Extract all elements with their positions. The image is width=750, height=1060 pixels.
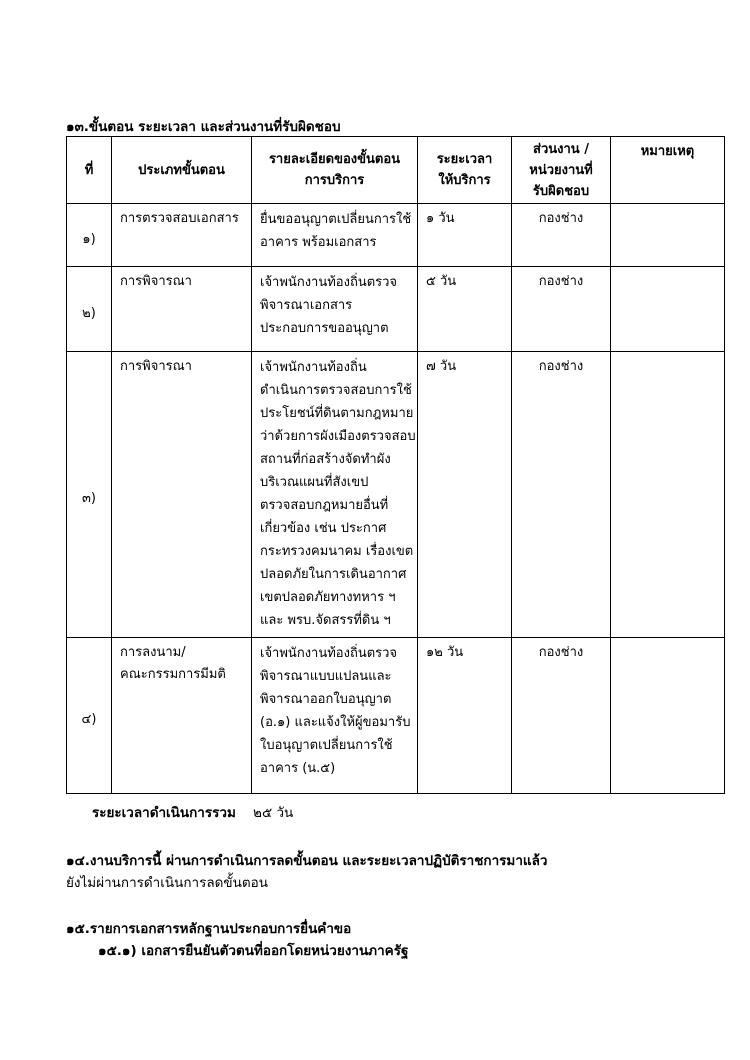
total-duration-label: ระยะเวลาดำเนินการรวม xyxy=(92,805,236,821)
row-service-time: ๑๒ วัน xyxy=(418,638,512,794)
section-14-note: ยังไม่ผ่านการดำเนินการลดขั้นตอน xyxy=(66,875,268,891)
row-number: ๒) xyxy=(67,267,112,352)
table-row xyxy=(67,638,725,794)
section-14-title: ๑๔.งานบริการนี้ ผ่านการดำเนินการลดขั้นตอน และระยะเวลาปฏิบัติราชการมาแล้ว xyxy=(66,853,548,869)
row-step-detail: ยื่นขออนุญาตเปลี่ยนการใช้ อาคาร พร้อมเอกสาร xyxy=(252,204,418,267)
header-remark: หมายเหตุ xyxy=(611,137,725,204)
steps-table xyxy=(66,136,725,794)
row-responsible-unit: กองช่าง xyxy=(512,638,611,794)
table-row xyxy=(67,267,725,352)
section-15-1-title: ๑๕.๑) เอกสารยืนยันตัวตนที่ออกโดยหน่วยงานภาครัฐ xyxy=(98,943,409,959)
row-number: ๑) xyxy=(67,204,112,267)
total-duration-value: ๒๕ วัน xyxy=(253,805,294,821)
row-number: ๓) xyxy=(67,352,112,638)
header-no: ที่ xyxy=(67,137,112,204)
row-step-type: การตรวจสอบเอกสาร xyxy=(112,204,252,267)
header-step-detail: รายละเอียดของขั้นตอน การบริการ xyxy=(252,137,418,204)
total-duration xyxy=(92,804,293,822)
section-15-title: ๑๕.รายการเอกสารหลักฐานประกอบการยื่นคำขอ xyxy=(66,921,352,937)
row-remark xyxy=(611,267,725,352)
header-step-type: ประเภทขั้นตอน xyxy=(112,137,252,204)
row-step-detail: เจ้าพนักงานท้องถิ่น ดำเนินการตรวจสอบการใช้ ประโยชน์ที่ดินตามกฎหมาย ว่าด้วยการผังเมืองตรวจสอบ สถานที่ก่อสร้างจัดทำผัง บริเวณแผนที่สังเขป ตรวจสอบกฎหมายอื่นที่ เกี่ยวข้อง เช่น ประกาศ กระทรวงคมนาคม เรื่องเขต ปลอดภัยในการเดินอากาศ เขตปลอดภัยทางทหาร ฯ และ พรบ.จัดสรรที่ดิน ฯ xyxy=(252,352,418,638)
row-number: ๔) xyxy=(67,638,112,794)
row-step-type: การพิจารณา xyxy=(112,267,252,352)
row-service-time: ๑ วัน xyxy=(418,204,512,267)
section-13-title: ๑๓.ขั้นตอน ระยะเวลา และส่วนงานที่รับผิดชอบ xyxy=(66,119,341,135)
table-row xyxy=(67,352,725,638)
row-remark xyxy=(611,638,725,794)
row-step-detail: เจ้าพนักงานท้องถิ่นตรวจ พิจารณาเอกสาร ประกอบการขออนุญาต xyxy=(252,267,418,352)
header-service-time: ระยะเวลา ให้บริการ xyxy=(418,137,512,204)
table-row xyxy=(67,204,725,267)
row-step-type: การพิจารณา xyxy=(112,352,252,638)
row-responsible-unit: กองช่าง xyxy=(512,267,611,352)
row-remark xyxy=(611,352,725,638)
row-remark xyxy=(611,204,725,267)
table-header-row xyxy=(67,137,725,204)
row-responsible-unit: กองช่าง xyxy=(512,352,611,638)
row-responsible-unit: กองช่าง xyxy=(512,204,611,267)
row-service-time: ๕ วัน xyxy=(418,267,512,352)
row-step-detail: เจ้าพนักงานท้องถิ่นตรวจ พิจารณาแบบแปลนและ พิจารณาออกใบอนุญาต (อ.๑) และแจ้งให้ผู้ขอมารับ ใบอนุญาตเปลี่ยนการใช้ อาคาร (น.๕) xyxy=(252,638,418,794)
header-responsible-unit: ส่วนงาน / หน่วยงานที่ รับผิดชอบ xyxy=(512,137,611,204)
row-service-time: ๗ วัน xyxy=(418,352,512,638)
row-step-type: การลงนาม/ คณะกรรมการมีมติ xyxy=(112,638,252,794)
